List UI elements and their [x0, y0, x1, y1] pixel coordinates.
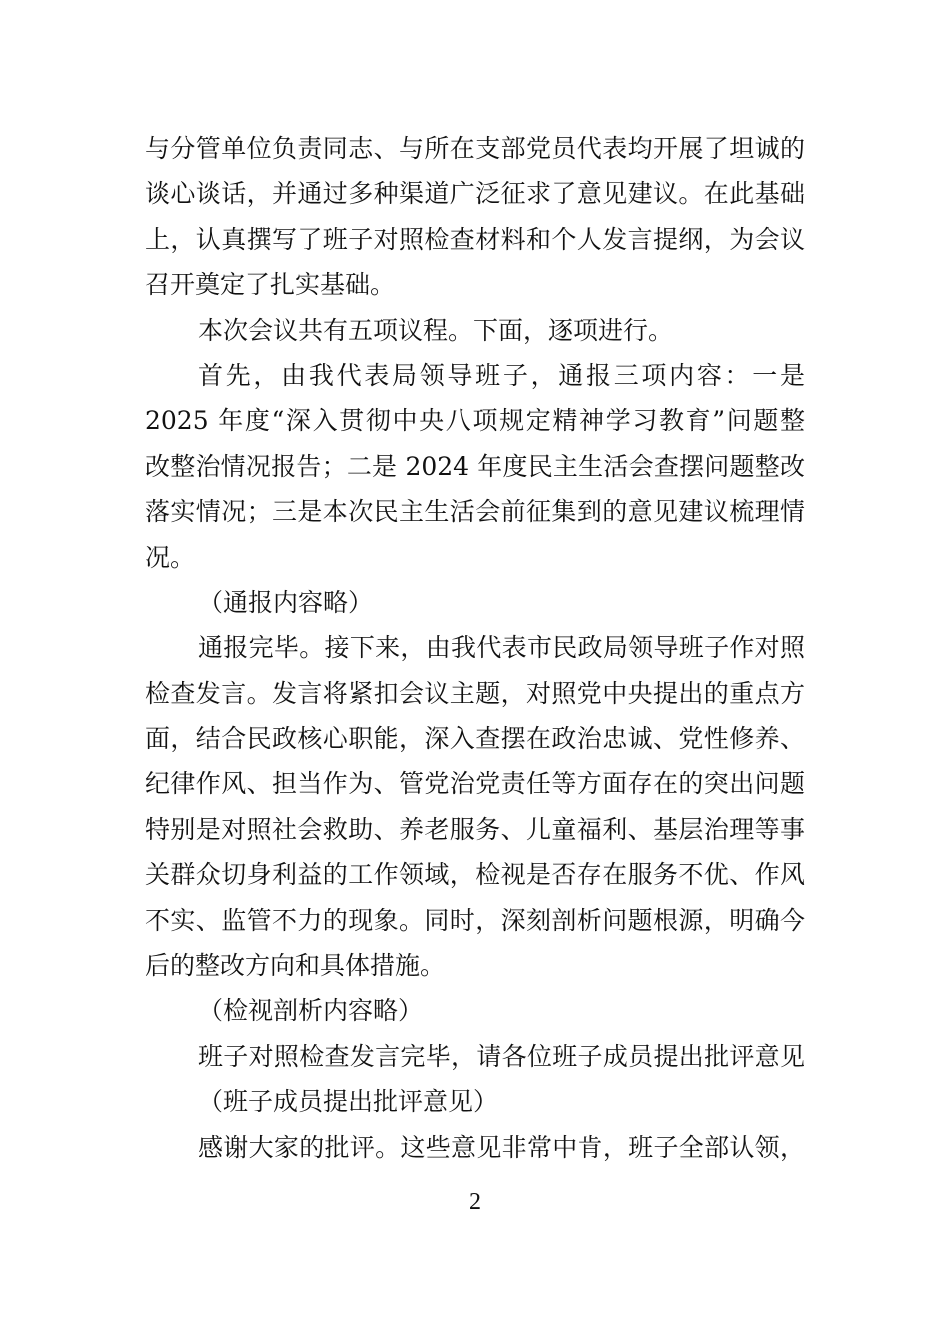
text-line: 不实、监管不力的现象。同时，深刻剖析问题根源，明确今 [145, 905, 805, 935]
text-line: 上，认真撰写了班子对照检查材料和个人发言提纲，为会议 [145, 224, 805, 254]
text-line: 况。 [145, 542, 196, 572]
text-line: （检视剖析内容略） [198, 996, 424, 1026]
text-line: 纪律作风、担当作为、管党治党责任等方面存在的突出问题 [145, 769, 805, 799]
text-line: 与分管单位负责同志、与所在支部党员代表均开展了坦诚的 [145, 134, 805, 163]
text-line: 关群众切身利益的工作领域，检视是否存在服务不优、作风 [145, 860, 805, 890]
text-line: 首先，由我代表局领导班子，通报三项内容：一是 [198, 360, 805, 390]
text-line: 通报完毕。接下来，由我代表市民政局领导班子作对照 [198, 633, 805, 663]
document-body [145, 126, 805, 1170]
text-line: 本次会议共有五项议程。下面，逐项进行。 [198, 315, 674, 345]
text-line: 班子对照检查发言完毕，请各位班子成员提出批评意见 [198, 1041, 805, 1071]
text-line: 2025 年度“深入贯彻中央八项规定精神学习教育”问题整 [145, 406, 805, 436]
text-line: 面，结合民政核心职能，深入查摆在政治忠诚、党性修养、 [145, 724, 805, 754]
text-line: 改整治情况报告；二是 2024 年度民主生活会查摆问题整改 [145, 451, 805, 481]
text-line: 召开奠定了扎实基础。 [145, 270, 396, 300]
text-line: 谈心谈话，并通过多种渠道广泛征求了意见建议。在此基础 [145, 179, 805, 209]
page-number: 2 [469, 1189, 481, 1215]
text-line: （通报内容略） [198, 587, 374, 617]
text-line: 感谢大家的批评。这些意见非常中肯，班子全部认领， [198, 1132, 805, 1162]
text-line: 后的整改方向和具体措施。 [145, 951, 446, 981]
text-line: （班子成员提出批评意见） [198, 1087, 499, 1117]
text-line: 检查发言。发言将紧扣会议主题，对照党中央提出的重点方 [145, 678, 805, 708]
text-line: 落实情况；三是本次民主生活会前征集到的意见建议梳理情 [145, 497, 805, 527]
text-line: 特别是对照社会救助、养老服务、儿童福利、基层治理等事 [145, 814, 805, 844]
